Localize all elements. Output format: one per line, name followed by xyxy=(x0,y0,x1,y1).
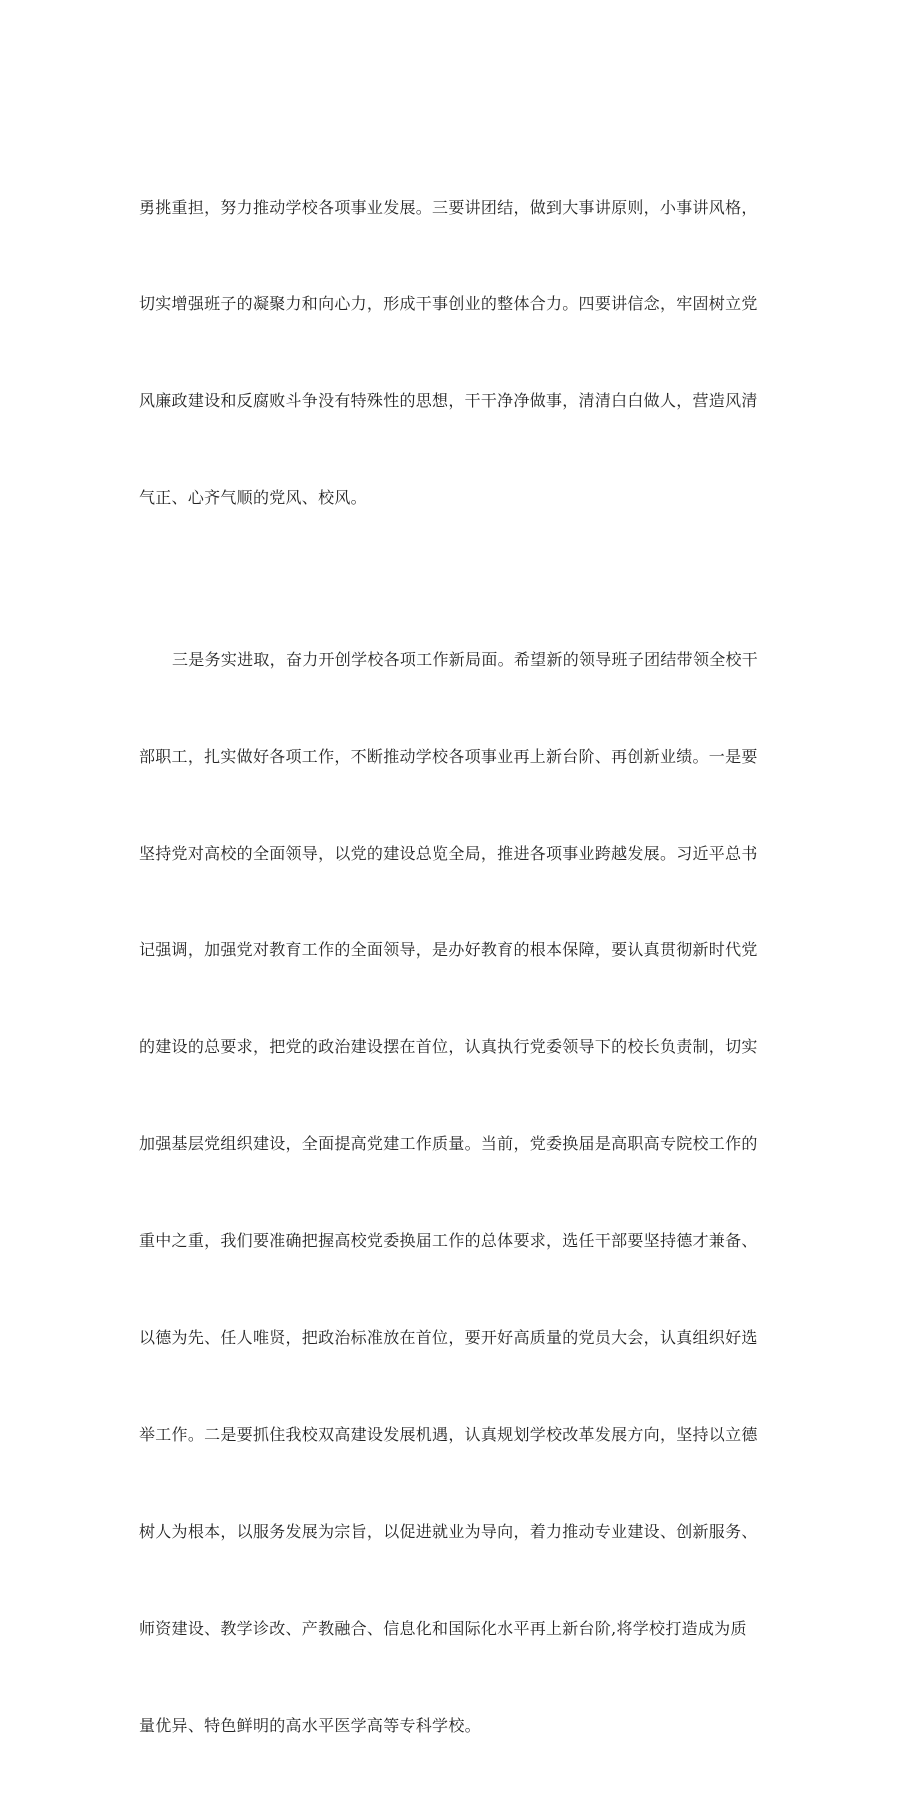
text-line: 切实增强班子的凝聚力和向心力，形成干事创业的整体合力。四要讲信念，牢固树立党 xyxy=(139,294,758,314)
text-line: 举工作。二是要抓住我校双高建设发展机遇，认真规划学校改革发展方向，坚持以立德 xyxy=(139,1424,758,1444)
text-line: 记强调，加强党对教育工作的全面领导，是办好教育的根本保障，要认真贯彻新时代党 xyxy=(139,940,758,960)
text-line: 以德为先、任人唯贤，把政治标准放在首位，要开好高质量的党员大会，认真组织好选 xyxy=(139,1327,758,1347)
text-line: 树人为根本，以服务发展为宗旨，以促进就业为导向，着力推动专业建设、创新服务、 xyxy=(139,1521,758,1541)
paragraph-continuation xyxy=(139,127,787,579)
paragraph-practical-progress xyxy=(139,579,787,1806)
text-line: 勇挑重担，努力推动学校各项事业发展。三要讲团结，做到大事讲原则，小事讲风格， xyxy=(139,197,758,217)
text-line: 的建设的总要求，把党的政治建设摆在首位，认真执行党委领导下的校长负责制，切实 xyxy=(139,1037,758,1057)
document-body xyxy=(139,127,787,1806)
text-line: 坚持党对高校的全面领导，以党的建设总览全局，推进各项事业跨越发展。习近平总书 xyxy=(139,843,758,863)
text-line: 风廉政建设和反腐败斗争没有特殊性的思想，干干净净做事，清清白白做人，营造风清 xyxy=(139,391,758,411)
text-line: 重中之重，我们要准确把握高校党委换届工作的总体要求，选任干部要坚持德才兼备、 xyxy=(139,1231,758,1251)
text-line: 部职工，扎实做好各项工作，不断推动学校各项事业再上新台阶、再创新业绩。一是要 xyxy=(139,746,758,766)
text-line: 量优异、特色鲜明的高水平医学高等专科学校。 xyxy=(139,1715,481,1735)
text-line: 加强基层党组织建设，全面提高党建工作质量。当前，党委换届是高职高专院校工作的 xyxy=(139,1134,758,1154)
text-line: 气正、心齐气顺的党风、校风。 xyxy=(139,488,367,508)
text-line-first-indented: 三是务实进取，奋力开创学校各项工作新局面。希望新的领导班子团结带领全校干 xyxy=(172,649,759,669)
text-line: 师资建设、教学诊改、产教融合、信息化和国际化水平再上新台阶,将学校打造成为质 xyxy=(139,1618,747,1638)
